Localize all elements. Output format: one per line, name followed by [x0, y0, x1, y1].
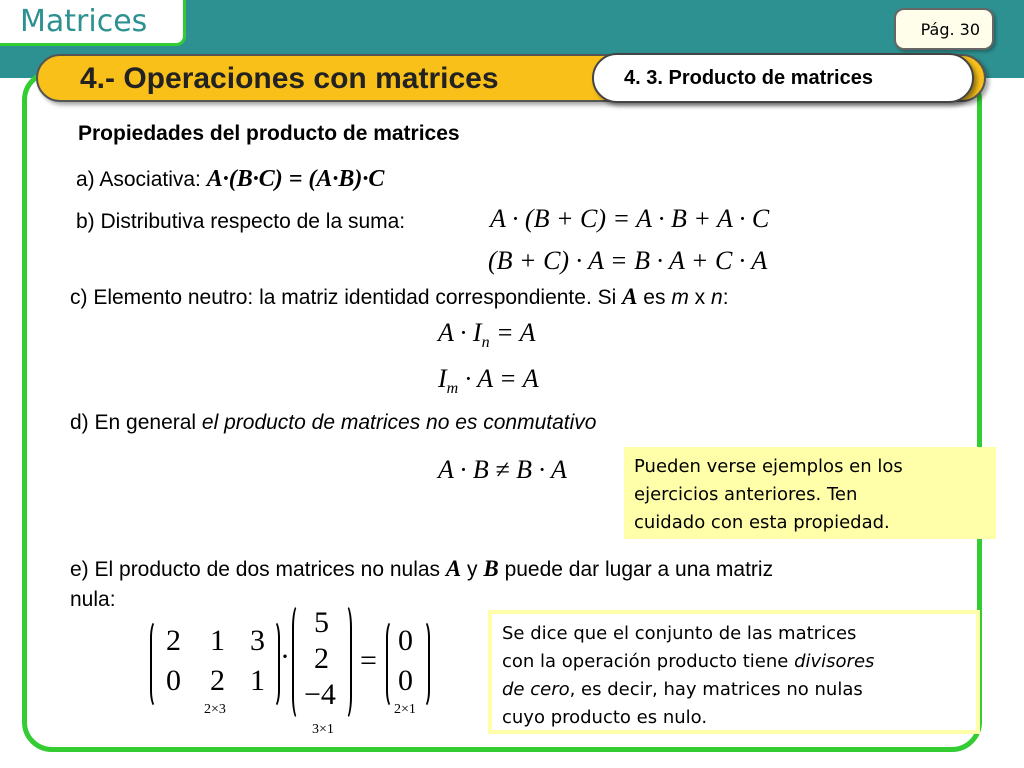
matrix3-left-paren [386, 620, 398, 708]
matrix1-cell: 2 [210, 664, 225, 697]
property-a-label: a) Asociativa: [76, 168, 207, 191]
property-e-B: B [483, 556, 499, 581]
note-zero-divisors-text: , es decir, hay matrices no nulas [569, 679, 863, 700]
matrix2-left-paren [292, 604, 304, 720]
property-d-italic: el producto de matrices no es conmutativo [201, 411, 597, 434]
identity-formula-1-main: A · I [438, 318, 482, 347]
multiply-dot: · [280, 640, 290, 673]
property-e-text-1: e) El producto de dos matrices no nulas [70, 558, 446, 581]
property-b-formula-2: (B + C) · A = B · A + C · A [488, 246, 768, 275]
property-e-A: A [445, 556, 462, 581]
identity-formula-2-end: · A = A [458, 364, 539, 393]
topic-title: Matrices [20, 4, 148, 39]
matrix1-cell: 1 [250, 664, 265, 697]
property-c-text-2: es [637, 286, 672, 309]
matrix2-cell: 5 [314, 606, 329, 639]
matrix1-left-paren [150, 620, 162, 708]
properties-heading: Propiedades del producto de matrices [78, 122, 460, 145]
property-e-y: y [461, 558, 484, 581]
note-zero-divisors-line-2 [502, 648, 966, 676]
page-number: Pág. 30 [920, 20, 980, 39]
identity-formula-1-sub: n [481, 334, 490, 352]
property-c-n: n [711, 286, 723, 309]
note-examples-line-2: ejercicios anteriores. Ten [634, 484, 858, 505]
matrix1-cell: 3 [250, 624, 265, 657]
subsection-banner [592, 53, 974, 103]
property-d-label: d) En general [70, 411, 202, 434]
matrix2-cell: 2 [314, 642, 329, 675]
property-b-label: b) Distributiva respecto de la suma: [76, 210, 406, 233]
property-c-colon: : [722, 286, 729, 309]
matrix2-cell: −4 [304, 678, 336, 711]
property-c-x: x [688, 286, 711, 309]
note-zero-divisors [488, 610, 980, 734]
property-a [76, 166, 384, 193]
note-examples [624, 447, 996, 539]
section-title: 4.- Operaciones con matrices [80, 62, 499, 95]
matrix3-cell: 0 [398, 664, 413, 697]
matrix2-right-paren [340, 604, 352, 720]
matrix3-cell: 0 [398, 624, 413, 657]
matrix1-cell: 0 [166, 664, 181, 697]
note-zero-divisors-italic: divisores [794, 651, 875, 672]
identity-formula-2-sub: m [446, 380, 459, 398]
property-e-text-2: puede dar lugar a una matriz [498, 558, 774, 581]
property-e-line-1 [70, 556, 773, 582]
property-c-text-1: c) Elemento neutro: la matriz identidad correspondiente. Si [70, 286, 623, 309]
note-examples-line-3: cuidado con esta propiedad. [634, 512, 890, 533]
identity-formula-2-main: I [438, 364, 447, 393]
matrix2-dimension: 3×1 [312, 722, 334, 737]
property-a-formula: A·(B·C) = (A·B)·C [206, 166, 385, 192]
page-number-tab [894, 8, 994, 50]
note-zero-divisors-line-4: cuyo producto es nulo. [502, 707, 708, 728]
note-examples-line-1: Pueden verse ejemplos en los [634, 456, 903, 477]
note-zero-divisors-line-3 [502, 676, 966, 704]
matrix3-right-paren [418, 620, 430, 708]
property-c-m: m [671, 286, 689, 309]
property-e-line-2: nula: [70, 588, 116, 611]
equals-sign: = [360, 644, 377, 677]
matrix1-dimension: 2×3 [204, 702, 226, 717]
property-d [70, 411, 596, 435]
property-b-formula-1: A · (B + C) = A · B + A · C [490, 204, 770, 233]
matrix1-cell: 2 [166, 624, 181, 657]
subsection-title: 4. 3. Producto de matrices [624, 67, 873, 89]
matrix1-cell: 1 [210, 624, 225, 657]
property-c [70, 284, 729, 310]
identity-formula-1 [438, 318, 536, 352]
property-c-A: A [622, 284, 638, 309]
note-zero-divisors-italic: de cero [502, 679, 570, 700]
note-zero-divisors-text: con la operación producto tiene [502, 651, 795, 672]
identity-formula-1-end: = A [489, 318, 536, 347]
note-zero-divisors-line-1: Se dice que el conjunto de las matrices [502, 623, 857, 644]
topic-tab [0, 0, 186, 46]
noncommutative-formula: A · B ≠ B · A [438, 455, 567, 484]
matrix3-dimension: 2×1 [394, 702, 416, 717]
matrix1-right-paren [268, 620, 280, 708]
identity-formula-2 [438, 364, 539, 398]
